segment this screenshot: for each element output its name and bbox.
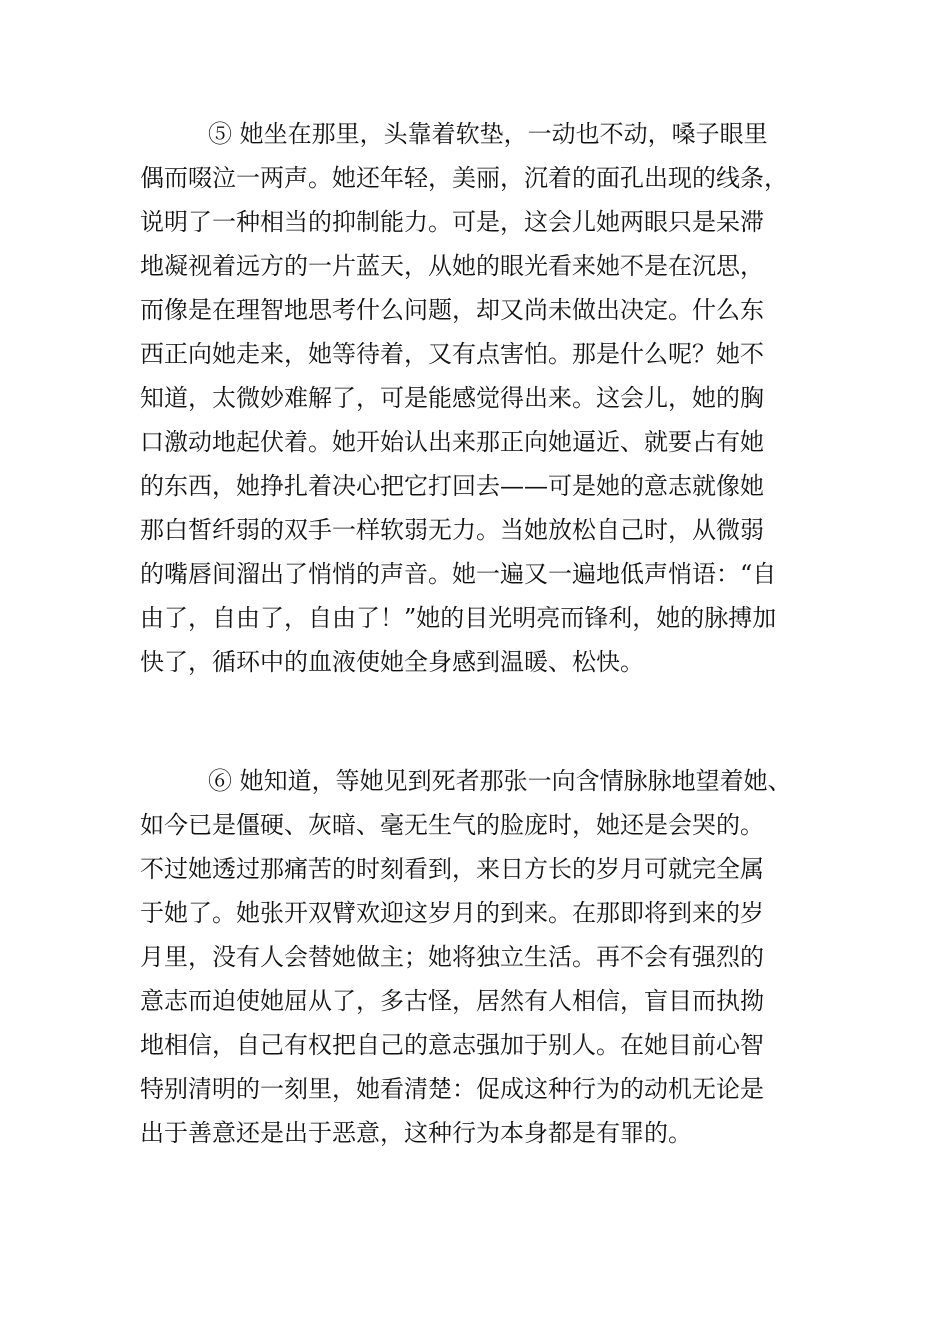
paragraph-line: 如今已是僵硬、灰暗、毫无生气的脸庞时，她还是会哭的。 — [140, 811, 764, 839]
paragraph-line: 由了，自由了，自由了！”她的目光明亮而锋利，她的脉搏加 — [140, 604, 777, 632]
paragraph-line: 地凝视着远方的一片蓝天，从她的眼光看来她不是在沉思， — [140, 252, 764, 280]
paragraph-line: 知道，太微妙难解了，可是能感觉得出来。这会儿，她的胸 — [140, 384, 764, 412]
paragraph-line: 地相信，自己有权把自己的意志强加于别人。在她目前心智 — [140, 1031, 764, 1059]
paragraph-line: ⑥ 她知道，等她见到死者那张一向含情脉脉地望着她、 — [208, 767, 792, 795]
paragraph-line: ⑤ 她坐在那里，头靠着软垫，一动也不动，嗓子眼里 — [208, 120, 768, 148]
paragraph-line: 那白皙纤弱的双手一样软弱无力。当她放松自己时，从微弱 — [140, 516, 764, 544]
paragraph-line: 的东西，她挣扎着决心把它打回去——可是她的意志就像她 — [140, 472, 764, 500]
paragraph-line: 意志而迫使她屈从了，多古怪，居然有人相信，盲目而执拗 — [140, 987, 764, 1015]
paragraph-line: 说明了一种相当的抑制能力。可是，这会儿她两眼只是呆滞 — [140, 208, 764, 236]
paragraph-line: 偶而啜泣一两声。她还年轻，美丽，沉着的面孔出现的线条， — [140, 164, 788, 192]
paragraph-6 — [140, 759, 792, 1155]
paragraph-line: 特别清明的一刻里，她看清楚：促成这种行为的动机无论是 — [140, 1075, 764, 1103]
paragraph-line: 于她了。她张开双臂欢迎这岁月的到来。在那即将到来的岁 — [140, 899, 764, 927]
paragraph-line: 的嘴唇间溜出了悄悄的声音。她一遍又一遍地低声悄语：“自 — [140, 560, 777, 588]
paragraph-line: 口激动地起伏着。她开始认出来那正向她逼近、就要占有她 — [140, 428, 764, 456]
paragraph-line: 月里，没有人会替她做主；她将独立生活。再不会有强烈的 — [140, 943, 764, 971]
paragraph-line: 西正向她走来，她等待着，又有点害怕。那是什么呢？她不 — [140, 340, 764, 368]
paragraph-line: 不过她透过那痛苦的时刻看到，来日方长的岁月可就完全属 — [140, 855, 764, 883]
paragraph-line: 快了，循环中的血液使她全身感到温暖、松快。 — [140, 648, 644, 676]
paragraph-line: 出于善意还是出于恶意，这种行为本身都是有罪的。 — [140, 1119, 692, 1147]
paragraph-line: 而像是在理智地思考什么问题，却又尚未做出决定。什么东 — [140, 296, 764, 324]
paragraph-5 — [140, 112, 788, 684]
